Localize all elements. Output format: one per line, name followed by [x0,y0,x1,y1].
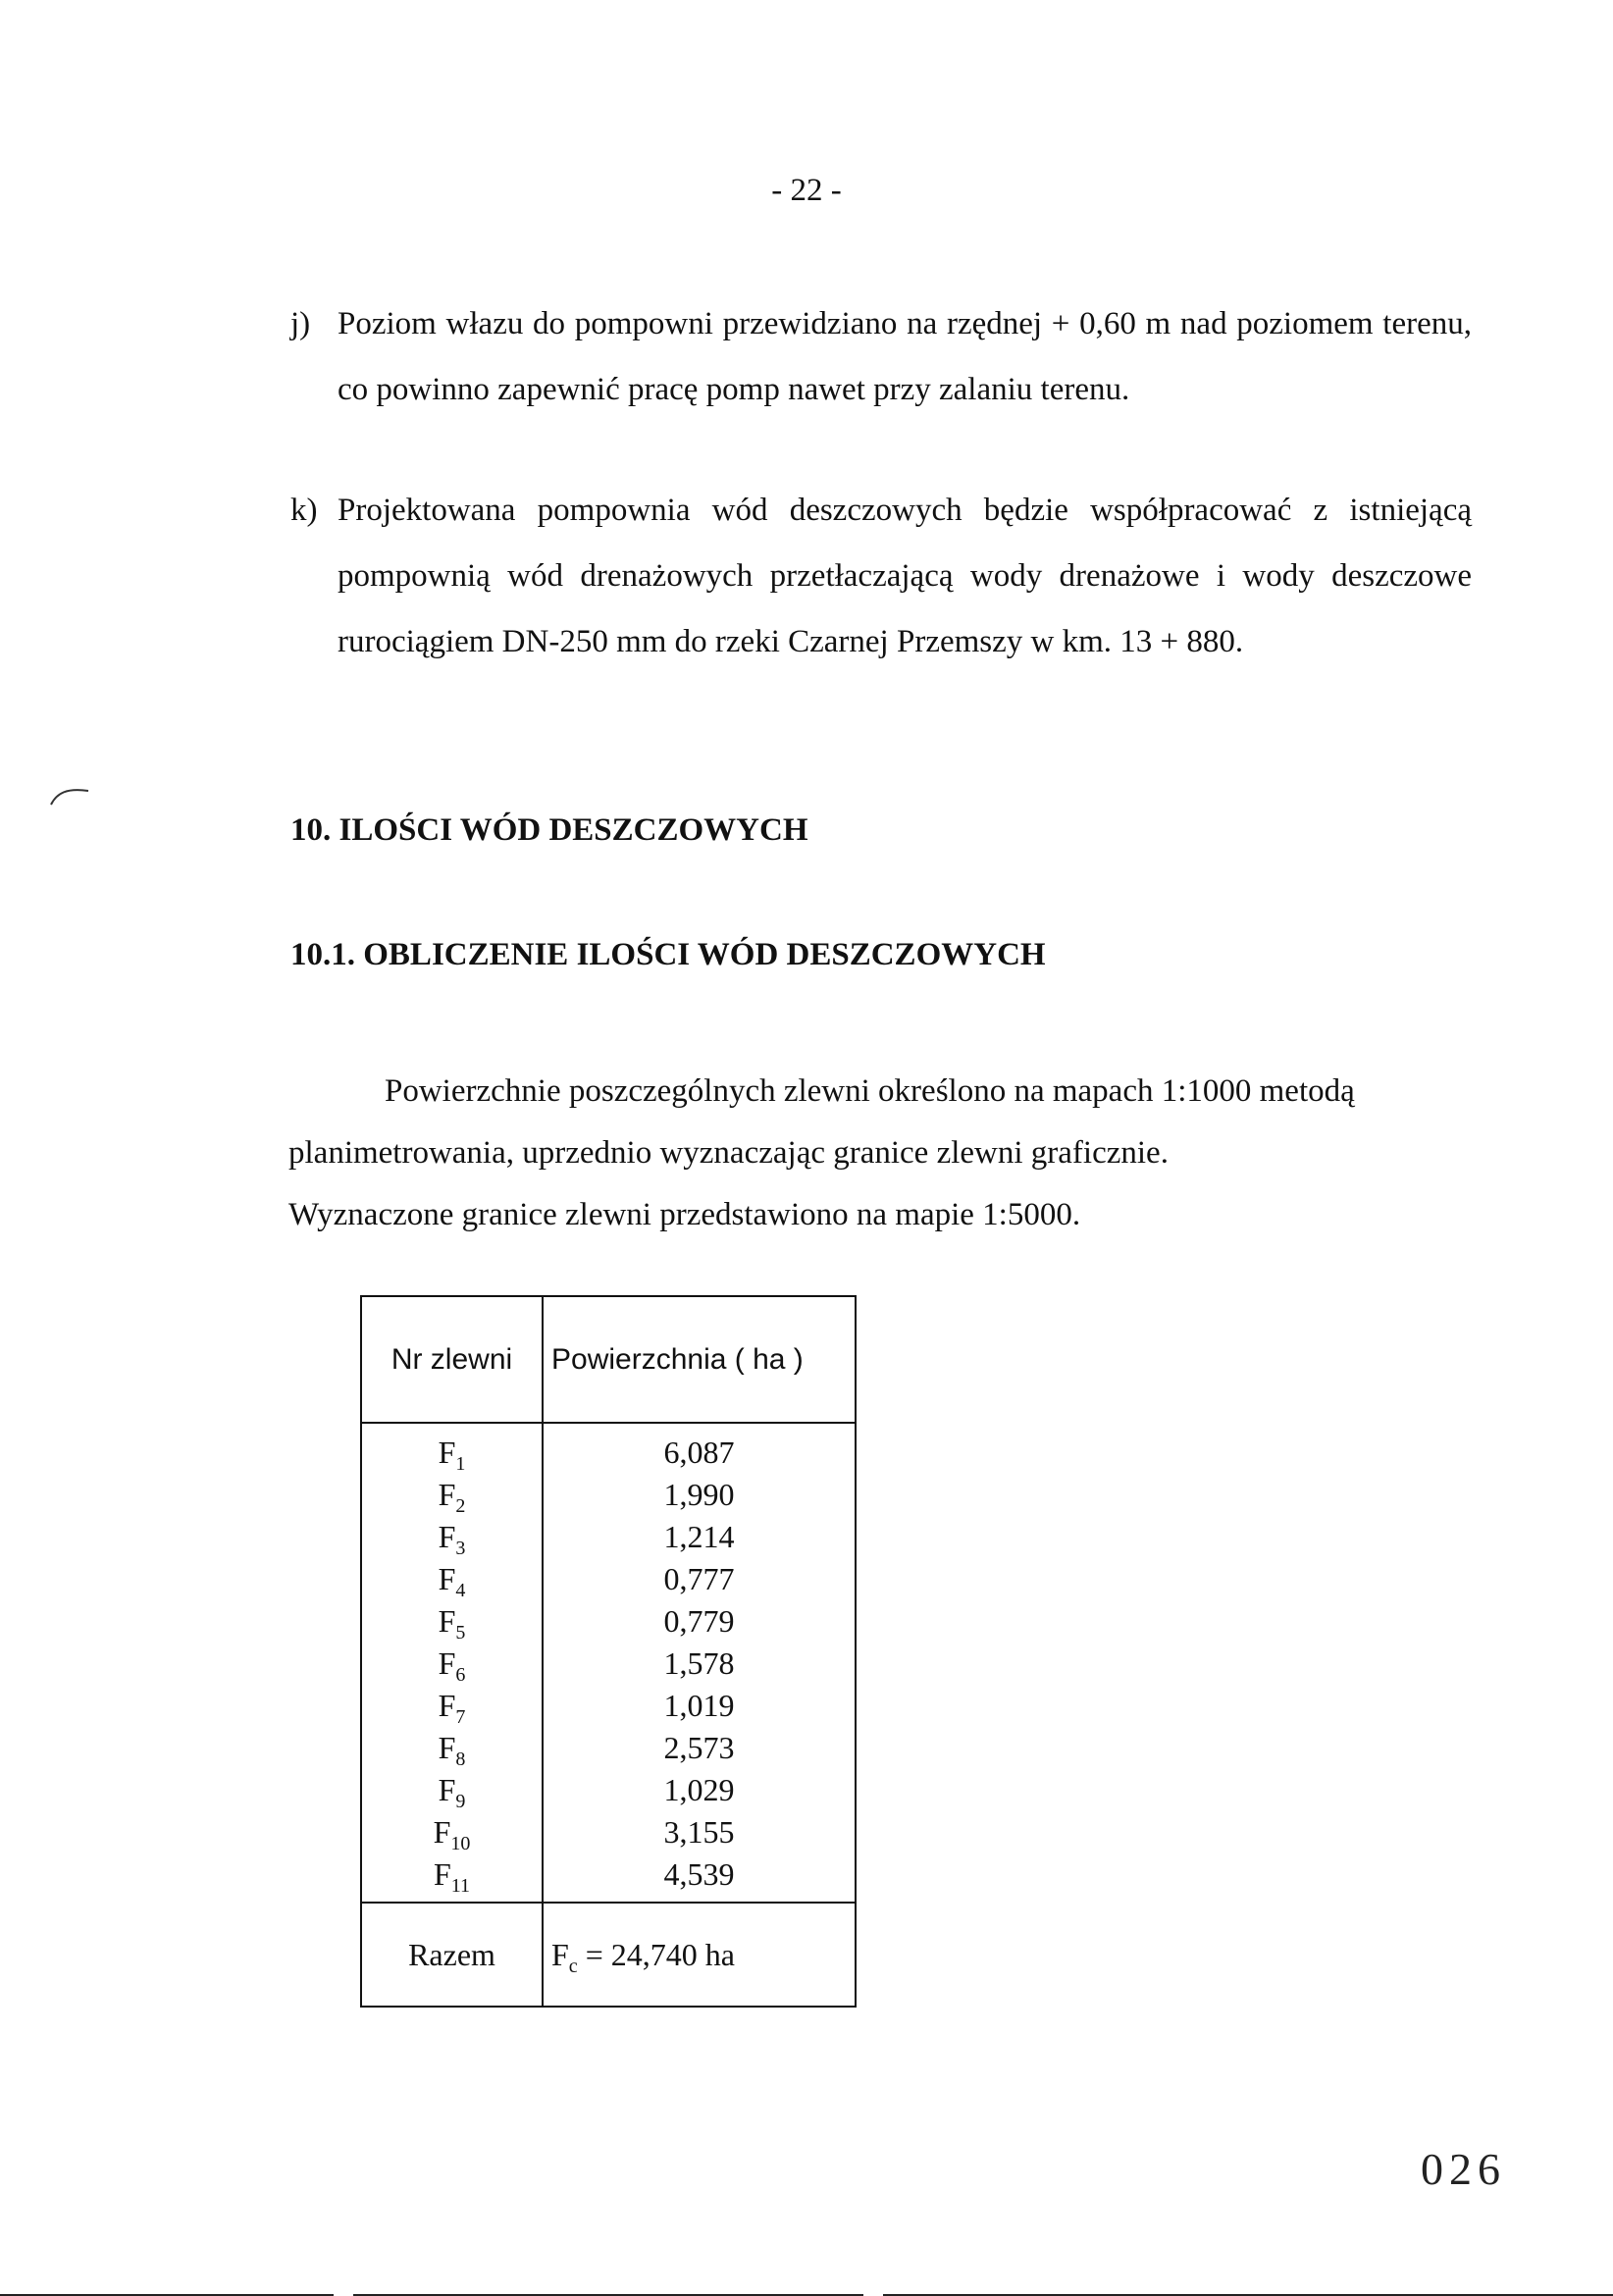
catchment-area: 4,539 [543,1853,856,1903]
list-item-text: Poziom włazu do pompowni przewidziano na rzędnej + 0,60 m nad poziomem terenu, co powinno zapewnić pracę pomp nawet przy zalaniu terenu. [338,306,1472,407]
table-row [361,1727,856,1769]
table-row [361,1643,856,1685]
catchment-subscript: 10 [450,1833,471,1854]
catchment-symbol: F [433,1814,451,1850]
catchment-id [361,1811,543,1853]
list-marker: k) [290,493,318,528]
catchment-symbol: F [438,1561,456,1596]
section-heading: 10. ILOŚCI WÓD DESZCZOWYCH [290,812,808,848]
list-marker: j) [290,306,311,341]
list-item-k [290,478,1472,675]
table-row [361,1516,856,1558]
paragraph: Wyznaczone granice zlewni przedstawiono na mapie 1:5000. [288,1197,1081,1232]
catchment-subscript: 6 [455,1664,466,1686]
catchment-symbol: F [438,1772,456,1807]
catchment-subscript: 8 [455,1748,466,1770]
total-value [543,1903,856,2007]
catchment-symbol: F [433,1856,451,1892]
catchment-id [361,1474,543,1516]
catchment-id [361,1727,543,1769]
list-item-text: Projektowana pompownia wód deszczowych będzie współpracować z istniejącą pompownią wód drenażowych przetłaczającą wody drenażowe i wody deszczowe rurociągiem DN-250 mm do rzeki Czarnej Przemszy w km. 13 + 880. [338,493,1472,659]
catchment-id [361,1558,543,1600]
catchment-symbol: F [438,1603,456,1639]
table-row [361,1600,856,1643]
catchment-symbol: F [438,1477,456,1512]
catchment-area: 3,155 [543,1811,856,1853]
catchment-subscript: 1 [455,1453,466,1475]
catchment-subscript: 7 [455,1706,466,1728]
page-stamp-number: 026 [1421,2144,1506,2194]
catchment-area: 6,087 [543,1423,856,1474]
catchment-symbol: F [438,1688,456,1723]
catchment-id [361,1853,543,1903]
total-label: Razem [361,1903,543,2007]
catchment-symbol: F [438,1645,456,1681]
table-row [361,1474,856,1516]
column-header: Powierzchnia ( ha ) [543,1296,856,1423]
catchment-symbol: F [438,1730,456,1765]
catchment-subscript: 3 [455,1538,466,1559]
catchment-subscript: 2 [455,1495,466,1517]
catchment-subscript: 4 [455,1580,466,1601]
subsection-heading: 10.1. OBLICZENIE ILOŚCI WÓD DESZCZOWYCH [290,937,1046,972]
catchment-id [361,1769,543,1811]
catchment-id [361,1600,543,1643]
catchment-area-table [360,1295,857,2008]
catchment-subscript: 5 [455,1622,466,1644]
table-row [361,1853,856,1903]
table-row [361,1685,856,1727]
table-row [361,1558,856,1600]
catchment-symbol: F [438,1519,456,1554]
catchment-id [361,1643,543,1685]
table-header-row [361,1296,856,1423]
catchment-area: 0,777 [543,1558,856,1600]
catchment-subscript: 11 [450,1875,471,1897]
catchment-id [361,1516,543,1558]
table-row [361,1811,856,1853]
catchment-area: 2,573 [543,1727,856,1769]
total-amount: = 24,740 ha [577,1936,735,1972]
catchment-area: 1,214 [543,1516,856,1558]
catchment-id [361,1423,543,1474]
total-subscript: c [568,1955,578,1977]
list-item-j [290,291,1472,423]
catchment-area: 0,779 [543,1600,856,1643]
table-row [361,1423,856,1474]
catchment-area: 1,029 [543,1769,856,1811]
paragraph: Powierzchnie poszczególnych zlewni określono na mapach 1:1000 metodą planimetrowania, uprzednio wyznaczając granice zlewni graficznie. [288,1073,1355,1171]
catchment-area: 1,578 [543,1643,856,1685]
table-row [361,1769,856,1811]
catchment-subscript: 9 [455,1791,466,1812]
catchment-id [361,1685,543,1727]
catchment-area: 1,019 [543,1685,856,1727]
total-symbol: F [551,1936,569,1972]
table-total-row [361,1903,856,2007]
page-number: - 22 - [771,173,842,208]
catchment-symbol: F [438,1435,456,1470]
catchment-area: 1,990 [543,1474,856,1516]
pencil-margin-mark [49,785,92,807]
column-header: Nr zlewni [361,1296,543,1423]
